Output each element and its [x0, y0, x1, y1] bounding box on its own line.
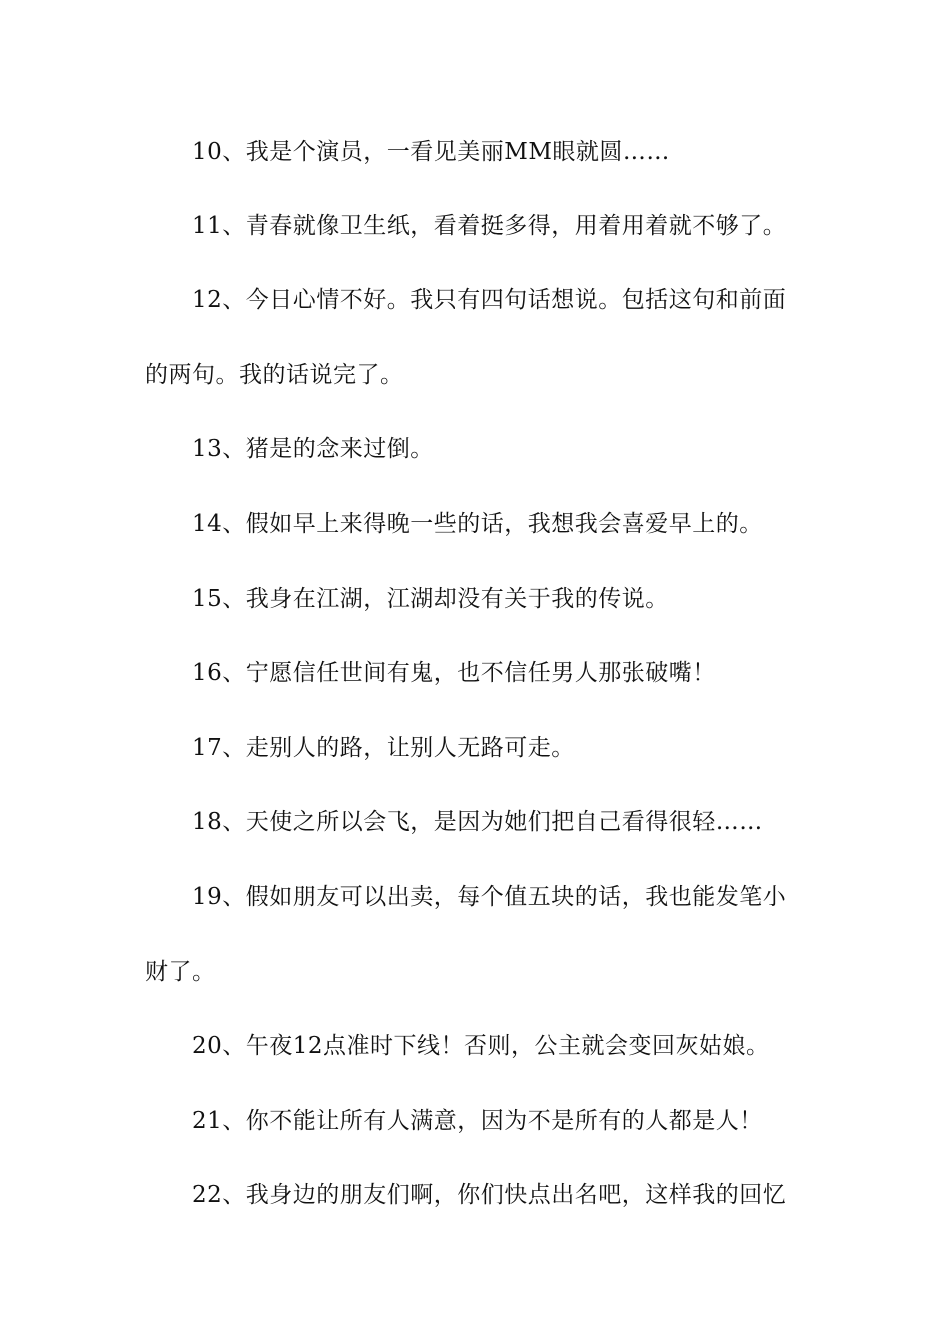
text-line-19: 19、假如朋友可以出卖，每个值五块的话，我也能发笔小	[192, 884, 787, 910]
text-line-21: 21、你不能让所有人满意，因为不是所有的人都是人！	[192, 1108, 763, 1134]
text-line-18: 18、天使之所以会飞，是因为她们把自己看得很轻……	[192, 809, 763, 835]
text-line-15: 15、我身在江湖，江湖却没有关于我的传说。	[192, 586, 669, 612]
text-line-10: 10、我是个演员，一看见美丽MM眼就圆……	[192, 139, 670, 165]
text-line-12: 12、今日心情不好。我只有四句话想说。包括这句和前面	[192, 287, 787, 313]
text-line-13: 13、猪是的念来过倒。	[192, 436, 434, 462]
text-line-14: 14、假如早上来得晚一些的话，我想我会喜爱早上的。	[192, 511, 763, 537]
text-line-12-continued: 的两句。我的话说完了。	[145, 362, 404, 388]
text-line-19-continued: 财了。	[145, 959, 216, 985]
text-line-20: 20、午夜12点准时下线！否则，公主就会变回灰姑娘。	[192, 1033, 770, 1059]
text-line-22: 22、我身边的朋友们啊，你们快点出名吧，这样我的回忆	[192, 1182, 787, 1208]
text-line-17: 17、走别人的路，让别人无路可走。	[192, 735, 575, 761]
text-line-11: 11、青春就像卫生纸，看着挺多得，用着用着就不够了。	[192, 213, 787, 239]
text-line-16: 16、宁愿信任世间有鬼，也不信任男人那张破嘴！	[192, 660, 716, 686]
